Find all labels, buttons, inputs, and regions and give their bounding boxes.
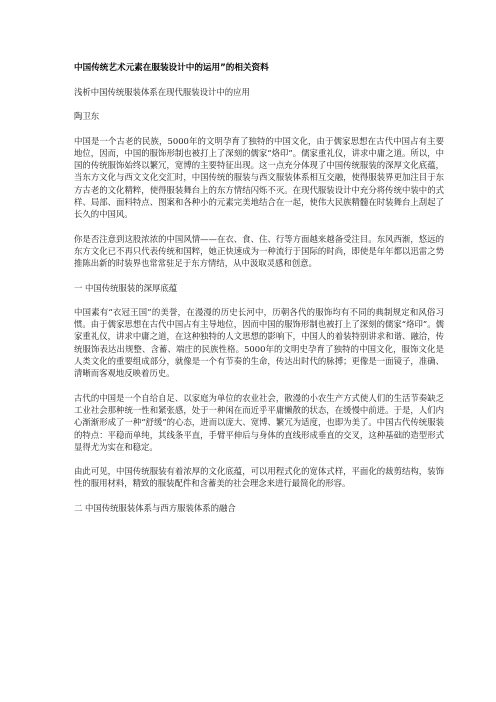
- document-subtitle: 浅析中国传统服装体系在现代服装设计中的应用: [74, 87, 250, 97]
- body-paragraph: 中国素有“衣冠王国”的美誉，在漫漫的历史长河中，历朝各代的服饰均有不同的典制规定和风俗习惯。由于儒家思想在古代中国占有主导地位，因而中国的服饰形制也被打上了深刻的儒家“烙印”。儒家重礼仪，讲求中庸之道，在这种独特的人文思想的影响下，中国人的着装特别讲求和谐、融洽，传统服饰表达出规整、含蓄、端庄的民族性格。5000年的文明史孕育了独特的中国文化，服饰文化是人类文化的重要组成部分，就像是一个有节奏的生命，传达出时代的脉搏；更像是一面镜子，准确、清晰而客观地反映着历史。: [74, 306, 444, 379]
- body-paragraph: 古代的中国是一个自给自足、以家庭为单位的农业社会，散漫的小农生产方式使人们的生活节奏缺乏工业社会那种统一性和紧张感，处于一种闲在而近乎平庸懒散的状态，在缓慢中前进。于是，人们内心渐渐形成了一种“舒缓”的心态，进而以庞大、宽博、繁冗为适度，也即为美了。中国古代传统服装的特点：平稳而单纯，其线条平直，手臂平伸后与身体的直线形成垂直的交叉，这种基础的造型形式显得尤为实在和稳定。: [74, 392, 444, 452]
- section-heading-1: 一 中国传统服装的深厚底蕴: [74, 282, 178, 293]
- body-paragraph: 中国是一个古老的民族，5000年的文明孕育了独特的中国文化，由于儒家思想在古代中国占有主要地位，因而，中国的服饰形制也被打上了深刻的儒家“烙印”。儒家重礼仪，讲求中庸之道。所以，中国的传统服饰始终以繁冗，宽博的主要特征出现。这一点充分体现了中国传统服装的深厚文化底蕴，当东方文化与西文文化交汇时，中国传统的服装与西文服装体系相互交融，使得服装界更加注目于东方古老的文化精粹，使得服装舞台上的东方情结闪烁不灭。在现代服装设计中充分将传统中装中的式样、局部、面料特点、图案和各种小的元素完美地结合在一起，使伟大民族精髓在时装舞台上刮起了长久的中国风。: [74, 135, 444, 220]
- body-paragraph: 由此可见，中国传统服装有着浓厚的文化底蕴，可以用程式化的宽体式样，平面化的裁剪结构，装饰性的服用材料，精致的服装配件和含蓄美的社会理念来进行最简化的形容。: [74, 466, 444, 489]
- body-paragraph: 你是否注意到这股浓浓的中国风情——在衣、食、住、行等方面越来越备受注目。东风西渐，悠远的东方文化已不再只代表传统和国粹，她正快速成为一种流行于国际的时尚，即使是年年都以迅雷之势推陈出新的时装界也常常驻足于东方情结，从中汲取灵感和创意。: [74, 233, 444, 269]
- author-name: 陶卫东: [74, 111, 100, 122]
- section-heading-2: 二 中国传统服装体系与西方服装体系的融合: [74, 502, 236, 513]
- document-title: 中国传统艺术元素在服装设计中的运用”的相关资料: [74, 63, 269, 73]
